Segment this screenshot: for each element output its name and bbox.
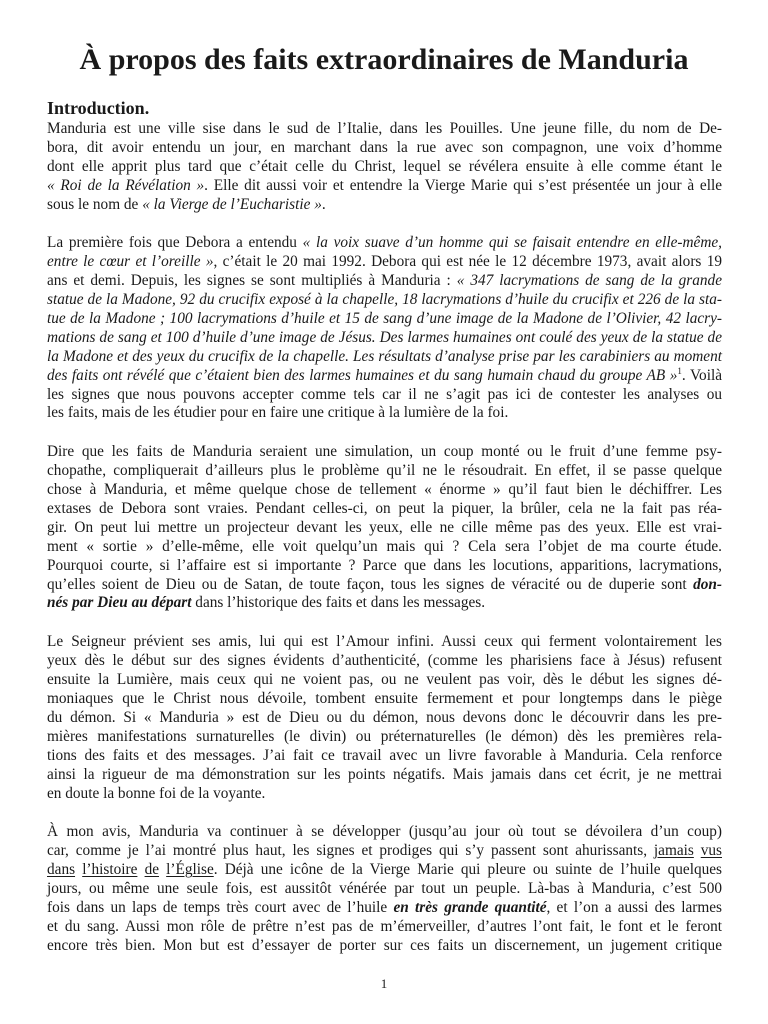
text-run: . Déjà une icône de la Vierge Marie qui pleure ou suinte de l’huile quelques	[213, 861, 723, 879]
italic-quote: « 347 lacrymations de sang de la grande	[456, 272, 722, 290]
text-line	[47, 652, 722, 671]
text-line	[47, 899, 722, 918]
text-line	[47, 747, 722, 766]
text-line	[47, 196, 722, 215]
text-line	[47, 234, 722, 253]
text-run: ainsi la rigueur de ma démonstration sur les points négatifs. Mais jamais dans cet écrit, je ne mettrai	[47, 765, 722, 783]
text-run: sous le nom de	[47, 195, 143, 213]
text-run: car, comme je l’ai montré plus haut, les signes et prodiges qui s’y passent sont ahurissants,	[47, 842, 654, 860]
text-run: À mon avis, Manduria va continuer à se développer (jusqu’au jour où tout se dévoilera d’un coup)	[47, 823, 722, 841]
text-run: chose à Manduria, et même quelque chose de tellement « énorme » qu’il faut bien le déchiffrer. Les	[47, 481, 722, 499]
text-run: ans et demi. Depuis, les signes se sont multipliés à Manduria :	[47, 272, 457, 290]
italic-quote: « la Vierge de l’Eucharistie »	[142, 195, 322, 213]
page-number: 1	[380, 976, 388, 991]
underlined-text: l’Église	[166, 861, 214, 879]
text-line	[47, 519, 722, 538]
text-line	[47, 329, 722, 348]
text-line	[47, 367, 722, 386]
paragraph	[47, 823, 722, 955]
text-run: ensuite la Lumière, mais ceux qui ne voient pas, ou ne veulent pas voir, dès le début les signes dé-	[47, 671, 722, 689]
text-line	[47, 576, 722, 595]
document-title: À propos des faits extraordinaires de Manduria	[79, 43, 689, 76]
text-line	[47, 120, 722, 139]
text-line	[47, 785, 722, 804]
text-line	[47, 728, 722, 747]
text-line	[47, 823, 722, 842]
paragraph	[47, 443, 722, 613]
text-line	[47, 481, 722, 500]
text-line	[47, 404, 722, 423]
text-line	[47, 291, 722, 310]
italic-quote: statue de la Madone, 92 du crucifix exposé à la chapelle, 18 lacrymations d’huile du crucifix et 226 de la sta-	[47, 291, 722, 309]
text-run: dans l’historique des faits et dans les messages.	[191, 594, 486, 612]
text-run: mières manifestations surnaturelles (le divin) ou préternaturelles (le démon) dès les premières rela-	[47, 727, 722, 745]
text-line	[47, 538, 722, 557]
paragraph	[47, 633, 722, 803]
text-line	[47, 557, 722, 576]
text-line	[47, 310, 722, 329]
underlined-text: dans	[47, 861, 76, 879]
italic-quote: entre le cœur et l’oreille »	[47, 253, 214, 271]
text-run: extases de Debora sont vraies. Pendant celles-ci, on peut la piquer, la brûler, cela ne la fait pas réa-	[47, 500, 722, 518]
text-run	[694, 842, 701, 859]
italic-quote: mations de sang et 100 d’huile d’une image de Jésus. Des larmes humaines ont coulé des yeux de la statue de	[47, 328, 722, 346]
text-run: gir. On peut lui mettre un projecteur devant les yeux, elle ne cille même pas des yeux. Elle est vrai-	[47, 518, 722, 536]
text-line	[47, 880, 722, 899]
italic-quote: tue de la Madone ; 100 lacrymations d’huile et 15 de sang d’une image de la Madone de l’Olivier, 42 lacry-	[47, 310, 722, 328]
text-line	[47, 709, 722, 728]
text-line	[47, 842, 722, 861]
text-run: . Elle dit aussi voir et entendre la Vierge Marie qui s’est présentée un jour à elle	[204, 176, 722, 194]
text-run: Le Seigneur prévient ses amis, lui qui est l’Amour infini. Aussi ceux qui ferment volontairement les	[47, 633, 722, 651]
bold-italic-emphasis: nés par Dieu au départ	[47, 594, 192, 612]
text-run: La première fois que Debora a entendu	[47, 234, 303, 252]
underlined-text: de	[144, 861, 160, 879]
document-body	[47, 120, 722, 976]
text-run: .	[321, 195, 326, 213]
text-line	[47, 690, 722, 709]
text-run: et du sang. Aussi mon rôle de prêtre n’est pas de m’émerveiller, d’autres l’ont fait, le font et le feront	[47, 917, 722, 935]
text-run: , et l’on a aussi des larmes	[546, 898, 722, 916]
text-run: ment « sortie » d’elle-même, elle voit quelqu’un mais qui ? Cela sera l’objet de ma courte étude.	[47, 537, 722, 555]
text-run: dont elle apprit plus tard que c’était celle du Christ, lequel se révélera ensuite à elle comme étant le	[47, 157, 722, 175]
text-line	[47, 594, 722, 613]
text-line	[47, 633, 722, 652]
text-run: moniaques que le Christ nous dévoile, tombent ensuite fermement et pour longtemps dans le piège	[47, 690, 722, 708]
text-line	[47, 671, 722, 690]
underlined-text: jamais	[653, 842, 694, 860]
italic-quote: des faits ont révélé que c’étaient bien des larmes humaines et du sang humain chaud du groupe AB »	[47, 366, 678, 384]
text-line	[47, 918, 722, 937]
footnote-reference[interactable]: 1	[677, 365, 682, 376]
text-line	[47, 177, 722, 196]
text-run: qu’elles soient de Dieu ou de Satan, de toute façon, tous les signes de véracité ou de duperie sont	[47, 575, 694, 593]
text-run: chopathe, compliquerait d’ailleurs plus le problème qu’il ne le résoudrait. En effet, il se passe quelque	[47, 462, 722, 480]
paragraph	[47, 120, 722, 214]
text-run: bora, dit avoir entendu un jour, en marchant dans la rue avec son compagnon, une voix d’homme	[47, 138, 722, 156]
bold-italic-emphasis: don-	[693, 575, 722, 593]
text-run: en doute la bonne foi de la voyante.	[47, 784, 266, 802]
italic-quote: « la voix suave d’un homme qui se faisait entendre en elle-même,	[302, 234, 722, 252]
text-run: . Voilà	[681, 366, 722, 384]
text-line	[47, 272, 722, 291]
paragraph	[47, 234, 722, 423]
italic-quote: la Madone et des yeux du crucifix de la chapelle. Les résultats d’analyse prise par les carabiniers au moment	[47, 347, 722, 365]
italic-quote: « Roi de la Révélation »	[47, 176, 205, 194]
text-run: , c’était le 20 mai 1992. Debora qui est née le 12 décembre 1973, avait alors 19	[213, 253, 722, 271]
text-line	[47, 386, 722, 405]
text-line	[47, 500, 722, 519]
text-run: encore très bien. Mon but est d’essayer de porter sur ces faits un discernement, un jugement critique	[47, 936, 722, 954]
text-line	[47, 158, 722, 177]
text-line	[47, 348, 722, 367]
text-line	[47, 139, 722, 158]
text-line	[47, 937, 722, 956]
text-run: fois dans un laps de temps très court avec de l’huile	[47, 898, 394, 916]
text-run: Dire que les faits de Manduria seraient une simulation, un coup monté ou le fruit d’une femme psy-	[47, 443, 722, 461]
underlined-text: l’histoire	[82, 861, 138, 879]
text-run: jours, ou même une seule fois, est aussitôt vénérée par tout un peuple. Là-bas à Manduria, c’est 500	[47, 880, 722, 898]
text-run	[137, 861, 144, 878]
text-run: tions des faits et des messages. J’ai fait ce travail avec un livre favorable à Manduria. Cela renforce	[47, 746, 722, 764]
text-run: les faits, mais de les étudier pour en faire une critique à la lumière de la foi.	[47, 404, 509, 422]
text-run: du démon. Si « Manduria » est de Dieu ou du démon, nous devons donc le découvrir dans les pre-	[47, 708, 722, 726]
text-run: Manduria est une ville sise dans le sud de l’Italie, dans les Pouilles. Une jeune fille, du nom de De-	[47, 120, 722, 137]
text-line	[47, 766, 722, 785]
text-run: yeux dès le début sur des signes évidents d’authenticité, (comme les pharisiens face à Jésus) refusent	[47, 652, 722, 670]
bold-italic-emphasis: en très grande quantité	[393, 898, 547, 916]
text-run: Pourquoi courte, si l’affaire est si importante ? Parce que dans les locutions, apparitions, lacrymations,	[47, 556, 722, 574]
section-heading: Introduction.	[47, 98, 150, 118]
text-line	[47, 253, 722, 272]
text-line	[47, 861, 722, 880]
text-line	[47, 462, 722, 481]
text-run: les signes que nous pouvons accepter comme tels car il ne s’agit pas ici de contester les analyses ou	[47, 385, 722, 403]
text-line	[47, 443, 722, 462]
underlined-text: vus	[700, 842, 722, 860]
